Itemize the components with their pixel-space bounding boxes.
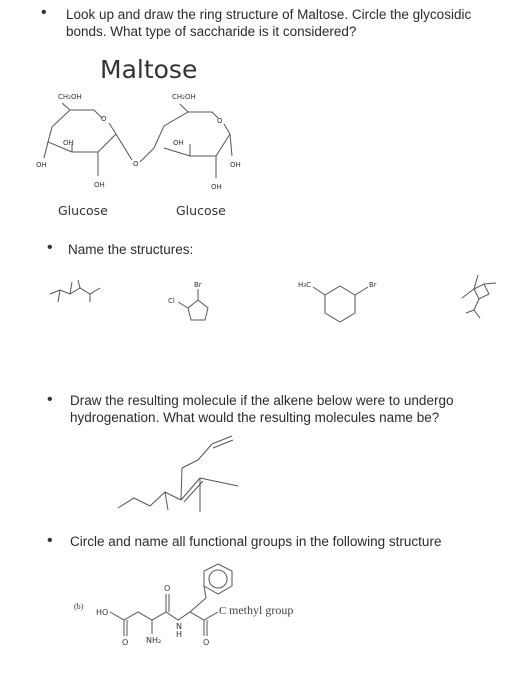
ch2oh-left: CH₂OH — [58, 93, 82, 101]
glucose-label-right: Glucose — [176, 203, 226, 218]
carbonyl-oxygen-left: O — [122, 638, 129, 647]
carbonyl-oxygen-top: O — [164, 584, 171, 593]
question-3-line-1: Draw the resulting molecule if the alkene below were to undergo — [70, 393, 454, 408]
amide-nitrogen: N — [176, 622, 182, 631]
maltose-title: Maltose — [100, 55, 198, 84]
oh-left-ring-anomeric: OH — [36, 161, 47, 169]
bullet-3: • — [47, 391, 53, 408]
oh-right-ring-anomeric: OH — [230, 161, 241, 169]
methyl-group-annotation: methyl group — [229, 603, 294, 617]
amine-label: NH₂ — [146, 636, 162, 645]
bromo-label-1: Br — [194, 281, 202, 289]
bromo-label-2: Br — [369, 281, 377, 289]
glucose-label-left: Glucose — [58, 203, 108, 218]
hydroxyl-label: HO — [96, 608, 109, 617]
ring-oxygen-right: O — [217, 117, 223, 125]
methyl-label: H₃C — [298, 281, 311, 289]
bullet-2: • — [47, 239, 53, 256]
ch2oh-right: CH₂OH — [172, 93, 196, 101]
ring-oxygen-left: O — [101, 115, 107, 123]
bullet-4: • — [47, 532, 53, 549]
methyl-carbon-label: C — [219, 605, 227, 617]
oh-left-ring-bottom: OH — [94, 181, 105, 189]
question-1-line-1: Look up and draw the ring structure of Maltose. Circle the glycosidic — [66, 7, 472, 22]
question-3-line-2: hydrogenation. What would the resulting molecules name be? — [70, 410, 440, 425]
chloro-label: Cl — [168, 297, 175, 305]
amide-hydrogen: H — [176, 630, 183, 639]
oh-right-ring-upper: OH — [173, 139, 184, 147]
oh-left-ring-upper: OH — [63, 139, 74, 147]
oh-right-ring-bottom: OH — [211, 183, 222, 191]
glycosidic-oxygen: O — [133, 160, 139, 168]
carbonyl-oxygen-right: O — [203, 638, 210, 647]
question-1-line-2: bonds. What type of saccharide is it considered? — [66, 24, 357, 39]
part-label: (b) — [74, 602, 84, 611]
bullet-1: • — [41, 4, 47, 21]
question-2: Name the structures: — [68, 242, 194, 257]
question-4: Circle and name all functional groups in the following structure — [70, 534, 442, 549]
